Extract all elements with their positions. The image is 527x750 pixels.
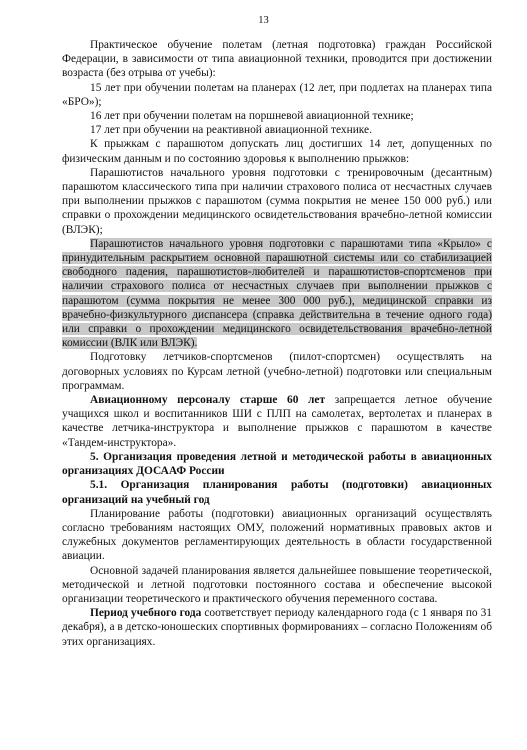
page-number: 13: [258, 15, 269, 26]
bold-lead-over-60: Авиационному персоналу старше 60 лет: [90, 394, 326, 407]
paragraph-over-60-rest: запрещается летное обучение учащихся школ и воспитанников ШИ с ПЛП на самолетах, вертолетах и планерах в качестве летчика-инструктора и выполнение прыжков с парашютом в качестве «Тандем-инструктора».: [62, 394, 493, 449]
paragraph-pilot-athletes: Подготовку летчиков-спортсменов (пилот-спортсмен) осуществлять на договорных условиях по Курсам летной (учебно-летной) подготовки или специальным программам.: [62, 351, 492, 392]
paragraph-age-16: 16 лет при обучении полетам на поршневой авиационной технике;: [90, 110, 414, 123]
paragraph-main-task: Основной задачей планирования является дальнейшее повышение теоретической, методической и летной подготовки постоянного состава и обеспечение высокой организации теоретического и практического обучения переменного состава.: [62, 564, 492, 605]
highlighted-text: Парашютистов начального уровня подготовки с парашютами типа «Крыло» с принудительным раскрытием основной парашютной системы или со стабилизацией свободного падения, парашютистов-любителей и парашютистов-спортсменов при наличии страхового полиса от несчастных случаев при выполнении прыжков с парашютом (сумма покрытия не менее 300 000 руб.), медицинской справки из врачебно-физкультурного диспансера (справка действительна в течение одного года) или справки о прохождении медицинского освидетельствования врачебно-летной комиссии (ВЛК или ВЛЭК).: [62, 237, 492, 350]
paragraph-age-15: 15 лет при обучении полетам на планерах (12 лет, при подлетах на планерах типа «БРО»);: [62, 81, 492, 108]
paragraph-beginner-classic: Парашютистов начального уровня подготовки с тренировочным (десантным) парашютом классического типа при наличии страхового полиса от несчастных случаев при выполнении прыжков с парашютом (сумма покрытия не менее 150 000 руб.) или справки о прохождении медицинского освидетельствования врачебно-летной комиссии (ВЛЭК);: [62, 166, 492, 236]
section-heading-5: 5. Организация проведения летной и методической работы в авиационных организациях ДОСААФ России: [62, 450, 492, 478]
paragraph-academic-year: [62, 606, 492, 649]
paragraph-planning: Планирование работы (подготовки) авиационных организаций осуществлять согласно требованиям настоящих ОМУ, положений нормативных правовых актов и служебных документов регламентирующих деятельность в области государственной авиации.: [62, 507, 492, 563]
subsection-heading-5-1: 5.1. Организация планирования работы (подготовки) авиационных организаций на учебный год: [62, 479, 492, 506]
paragraph-parachute-admission: К прыжкам с парашютом допускать лиц достигших 14 лет, допущенных по физическим данным и по состоянию здоровья к выполнению прыжков:: [62, 138, 492, 165]
paragraph-academic-year-rest: соответствует периоду календарного года (с 1 января по 31 декабря), а в детско-юношеских спортивных формированиях – согласно Положениям об этих организациях.: [62, 607, 492, 648]
paragraph-age-17: 17 лет при обучении на реактивной авиационной технике.: [90, 124, 372, 137]
paragraph-over-60: [62, 393, 492, 450]
paragraph-practical-training: Практическое обучение полетам (летная подготовка) граждан Российской Федерации, в зависимости от типа авиационной техники, проводится при достижении возраста (без отрыва от учебы):: [62, 39, 492, 80]
document-body: [62, 38, 492, 649]
bold-lead-academic-year: Период учебного года: [90, 607, 202, 620]
paragraph-wing-highlighted: [62, 237, 492, 351]
